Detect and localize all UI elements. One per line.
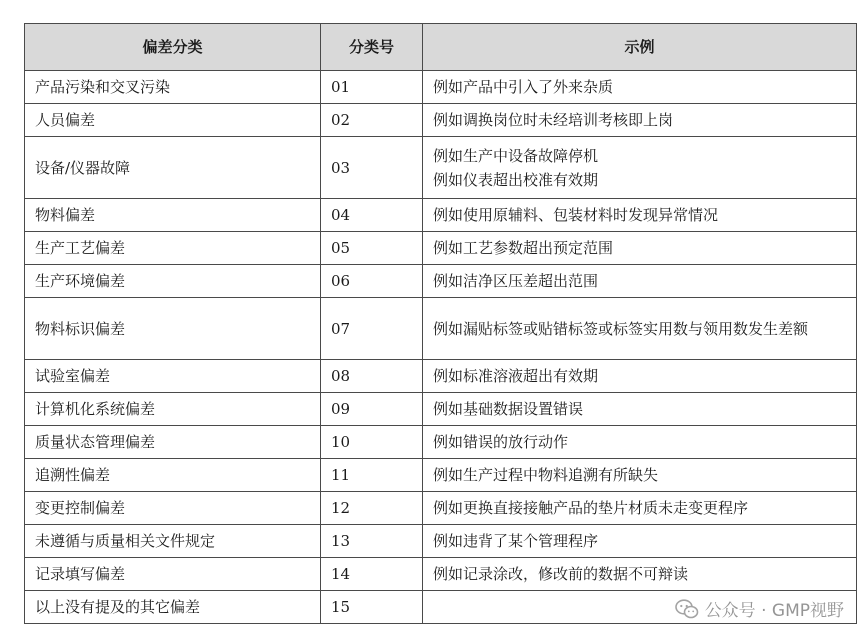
table-row bbox=[25, 558, 857, 591]
example-text: 例如基础数据设置错误 bbox=[433, 400, 584, 418]
table-header-row bbox=[25, 24, 857, 71]
code-cell: 06 bbox=[321, 265, 423, 298]
code-cell: 12 bbox=[321, 492, 423, 525]
example-cell bbox=[423, 525, 857, 558]
example-text: 例如生产中设备故障停机 bbox=[433, 146, 599, 165]
example-text: 例如调换岗位时未经培训考核即上岗 bbox=[433, 111, 674, 129]
example-cell bbox=[423, 459, 857, 492]
deviation-classification-table bbox=[24, 23, 857, 624]
example-text: 例如仪表超出校准有效期 bbox=[433, 170, 599, 189]
table-body bbox=[25, 71, 857, 624]
deviation-classification-table-container bbox=[24, 23, 857, 624]
example-text: 例如产品中引入了外来杂质 bbox=[433, 78, 614, 96]
table-row bbox=[25, 426, 857, 459]
code-cell: 09 bbox=[321, 393, 423, 426]
header-category: 偏差分类 bbox=[25, 24, 321, 71]
category-cell: 产品污染和交叉污染 bbox=[25, 71, 321, 104]
table-row bbox=[25, 393, 857, 426]
example-cell bbox=[423, 232, 857, 265]
header-code: 分类号 bbox=[321, 24, 423, 71]
category-cell: 质量状态管理偏差 bbox=[25, 426, 321, 459]
category-cell: 追溯性偏差 bbox=[25, 459, 321, 492]
example-text: 例如工艺参数超出预定范围 bbox=[433, 239, 614, 257]
example-text: 例如使用原辅料、包装材料时发现异常情况 bbox=[433, 206, 719, 224]
code-cell: 14 bbox=[321, 558, 423, 591]
example-cell bbox=[423, 393, 857, 426]
code-cell: 07 bbox=[321, 298, 423, 360]
code-cell: 04 bbox=[321, 199, 423, 232]
category-cell: 试验室偏差 bbox=[25, 360, 321, 393]
example-text: 例如错误的放行动作 bbox=[433, 433, 569, 451]
category-cell: 生产工艺偏差 bbox=[25, 232, 321, 265]
example-text: 例如生产过程中物料追溯有所缺失 bbox=[433, 466, 659, 484]
example-text: 例如更换直接接触产品的垫片材质未走变更程序 bbox=[433, 499, 749, 517]
example-cell bbox=[423, 71, 857, 104]
table-row bbox=[25, 232, 857, 265]
example-cell bbox=[423, 199, 857, 232]
table-row bbox=[25, 137, 857, 199]
table-row bbox=[25, 360, 857, 393]
category-cell: 物料标识偏差 bbox=[25, 298, 321, 360]
code-cell: 15 bbox=[321, 591, 423, 624]
category-cell: 变更控制偏差 bbox=[25, 492, 321, 525]
example-text: 例如漏贴标签或贴错标签或标签实用数与领用数发生差额 bbox=[433, 319, 809, 338]
watermark bbox=[675, 596, 844, 621]
category-cell: 未遵循与质量相关文件规定 bbox=[25, 525, 321, 558]
code-cell: 02 bbox=[321, 104, 423, 137]
category-cell: 生产环境偏差 bbox=[25, 265, 321, 298]
table-row bbox=[25, 492, 857, 525]
example-text: 例如洁净区压差超出范围 bbox=[433, 272, 599, 290]
example-cell bbox=[423, 137, 857, 199]
category-cell: 人员偏差 bbox=[25, 104, 321, 137]
code-cell: 08 bbox=[321, 360, 423, 393]
code-cell: 11 bbox=[321, 459, 423, 492]
example-cell bbox=[423, 360, 857, 393]
example-text: 例如记录涂改，修改前的数据不可辩读 bbox=[433, 565, 689, 583]
table-row bbox=[25, 104, 857, 137]
code-cell: 05 bbox=[321, 232, 423, 265]
table-row bbox=[25, 298, 857, 360]
category-cell: 记录填写偏差 bbox=[25, 558, 321, 591]
category-cell: 物料偏差 bbox=[25, 199, 321, 232]
code-cell: 10 bbox=[321, 426, 423, 459]
code-cell: 03 bbox=[321, 137, 423, 199]
example-text: 例如标准溶液超出有效期 bbox=[433, 367, 599, 385]
category-cell: 计算机化系统偏差 bbox=[25, 393, 321, 426]
table-row bbox=[25, 459, 857, 492]
header-example: 示例 bbox=[423, 24, 857, 71]
watermark-text: 公众号 · GMP视野 bbox=[704, 601, 844, 621]
table-row bbox=[25, 525, 857, 558]
wechat-icon bbox=[675, 598, 699, 620]
example-text: 例如违背了某个管理程序 bbox=[433, 532, 599, 550]
example-cell bbox=[423, 426, 857, 459]
code-cell: 01 bbox=[321, 71, 423, 104]
example-cell bbox=[423, 265, 857, 298]
table-row bbox=[25, 199, 857, 232]
category-cell: 设备/仪器故障 bbox=[25, 137, 321, 199]
example-cell bbox=[423, 492, 857, 525]
table-row bbox=[25, 71, 857, 104]
category-cell: 以上没有提及的其它偏差 bbox=[25, 591, 321, 624]
table-row bbox=[25, 265, 857, 298]
code-cell: 13 bbox=[321, 525, 423, 558]
example-cell bbox=[423, 104, 857, 137]
example-cell bbox=[423, 298, 857, 360]
example-cell bbox=[423, 558, 857, 591]
